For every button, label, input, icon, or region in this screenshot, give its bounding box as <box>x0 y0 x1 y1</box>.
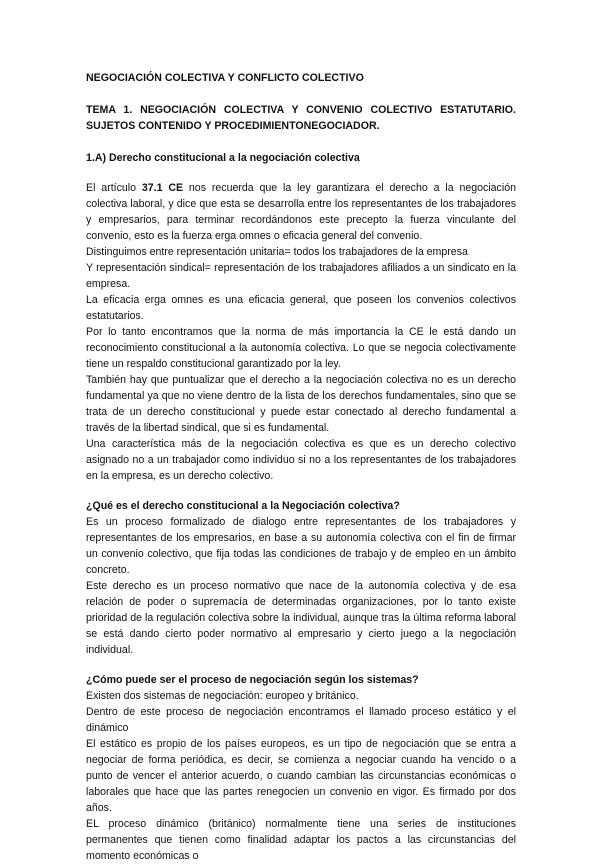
question-2-paragraph-4: EL proceso dinámico (británico) normalmente tiene una series de instituciones permanentes que tienen como finalidad adaptar los pactos a las circunstancias del momento económicas o <box>86 818 516 862</box>
section-1a-paragraph-6: También hay que puntualizar que el derecho a la negociación colectiva no es un derecho fundamental ya que no viene dentro de la lista de los derechos fundamentales, sino que se trata de un derecho constitucional y puede estar conectado al derecho fundamental a través de la libertad sindical, que si es fundamental. <box>86 374 516 434</box>
section-1a-heading: 1.A) Derecho constitucional a la negociación colectiva <box>86 152 360 164</box>
question-2-paragraph-1: Existen dos sistemas de negociación: europeo y británico. <box>86 690 359 702</box>
question-2-heading: ¿Cómo puede ser el proceso de negociación según los sistemas? <box>86 674 419 686</box>
spacer <box>86 484 516 498</box>
article-reference: 37.1 CE <box>141 182 184 194</box>
document-content <box>86 70 516 864</box>
tema-heading: TEMA 1. NEGOCIACIÓN COLECTIVA Y CONVENIO COLECTIVO ESTATUTARIO. SUJETOS CONTENIDO Y PROCEDIMIENTONEGOCIADOR. <box>86 104 516 132</box>
section-1a-paragraph-3: Y representación sindical= representación de los trabajadores afiliados a un sindicato en la empresa. <box>86 262 516 290</box>
section-1a-paragraph-4: La eficacia erga omnes es una eficacia general, que poseen los convenios colectivos estatutarios. <box>86 294 516 322</box>
section-1a-paragraph-5: Por lo tanto encontramos que la norma de más importancia la CE le está dando un reconocimiento constitucional a la autonomía colectiva. Lo que se negocia colectivamente tiene un respaldo constitucional garantizado por la ley. <box>86 326 516 370</box>
question-1-paragraph-1: Es un proceso formalizado de dialogo entre representantes de los trabajadores y representantes de los empresarios, en base a su autonomía colectiva con el fin de firmar un convenio colectivo, que fija todas las condiciones de trabajo y de empleo en un ámbito concreto. <box>86 516 516 576</box>
section-1a-paragraph-7: Una característica más de la negociación colectiva es que es un derecho colectivo asignado no a un trabajador como individuo si no a los representantes de los trabajadores en la empresa, es un derecho colectivo. <box>86 438 516 482</box>
question-1-paragraph-2: Este derecho es un proceso normativo que nace de la autonomía colectiva y de esa relación de poder o supremacía de determinadas organizaciones, por lo tanto existe prioridad de la regulación colectiva sobre la individual, aunque tras la última reforma laboral se está dando cierto poder normativo al empresario y cierto juego a la negociación individual. <box>86 580 516 656</box>
section-1a-paragraph-2: Distinguimos entre representación unitaria= todos los trabajadores de la empresa <box>86 246 468 258</box>
paragraph-text: El artículo <box>86 182 142 194</box>
section-1a-paragraph-1 <box>86 180 516 244</box>
document-title: NEGOCIACIÓN COLECTIVA Y CONFLICTO COLECTIVO <box>86 72 364 84</box>
question-2-paragraph-2: Dentro de este proceso de negociación encontramos el llamado proceso estático y el dinámico <box>86 706 516 734</box>
question-1-heading: ¿Qué es el derecho constitucional a la Negociación colectiva? <box>86 500 400 512</box>
question-2-paragraph-3: El estático es propio de los países europeos, es un tipo de negociación que se entra a negociar de forma periódica, es decir, se comienza a negociar cuando ha vencido o a punto de vencer el anterior acuerdo, o cuando cambian las circunstancias económicas o laborales que hace que las partes renegocien un convenio en vigor. Es firmado por dos años. <box>86 738 516 814</box>
spacer <box>86 658 516 672</box>
paragraph-text: nos recuerda que la ley garantizara el derecho a la negociación colectiva laboral, y dice que esta se desarrolla entre los representantes de los trabajadores y empresarios, para terminar recordándonos este precepto la fuerza vinculante del convenio, esto es la fuerza erga omnes o eficacia general del convenio. <box>86 182 516 242</box>
